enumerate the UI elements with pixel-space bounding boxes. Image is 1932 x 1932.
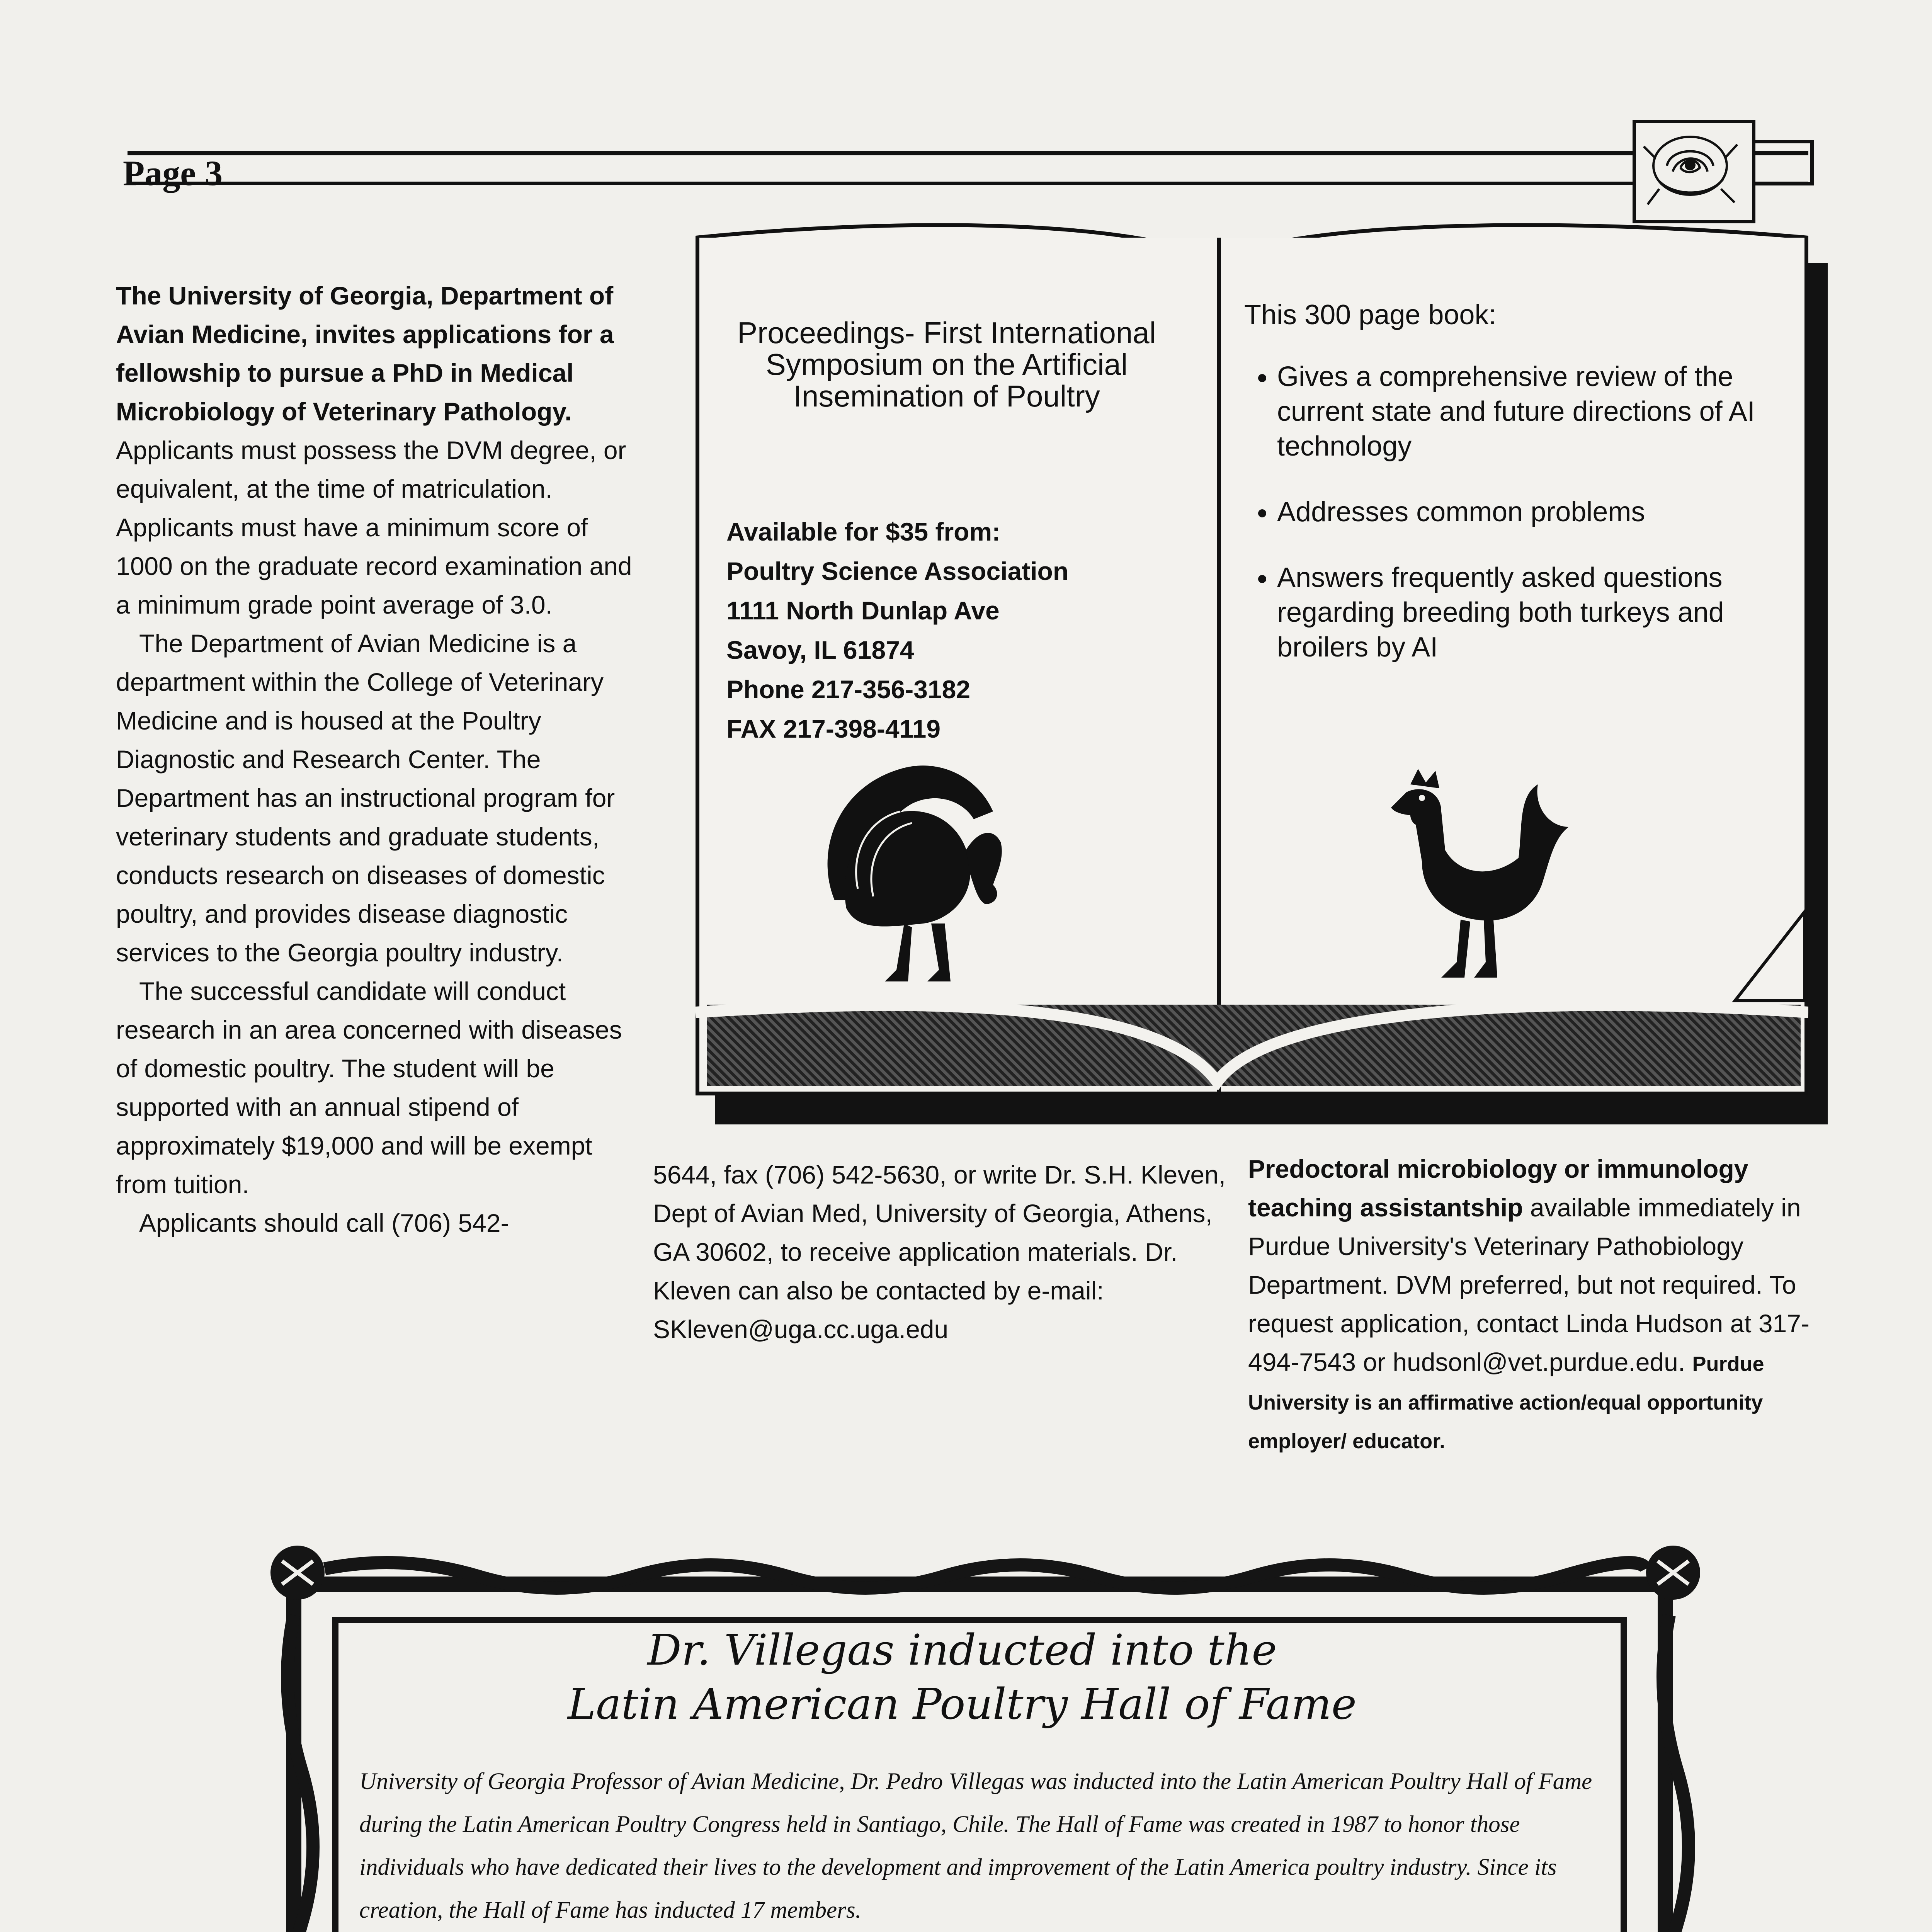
availability-line: Available for $35 from: [726,517,1001,546]
turkey-icon [811,753,1051,993]
article-title-line1: Dr. Villegas inducted into the [647,1625,1277,1675]
book-features-heading: This 300 page book: [1244,299,1497,330]
article-paragraph: University of Georgia Professor of Avian Medicine, Dr. Pedro Villegas was inducted into the Latin American Poultry Hall of Fame during the Latin American Poultry Congress held in Santiago, Chile. The Hall of Fame was created in 1987 to honor those individuals who have dedicated their lives to the development and improvement of the Latin America poultry industry. Since its creation, the Hall of Fame has inducted 17 members. [359,1769,1592,1923]
availability-line: Phone 217-356-3182 [726,675,971,704]
rose-icon [1633,120,1755,223]
availability-line: Savoy, IL 61874 [726,636,914,664]
purdue-assistantship [1248,1150,1816,1459]
fellowship-lead: The University of Georgia, Department of Avian Medicine, invites applications for a fellowship to pursue a PhD in Medical Microbiology of Veterinary Pathology. [116,281,614,426]
book-features [1244,298,1777,696]
phd-fellowship-article [116,276,641,1242]
availability-line: 1111 North Dunlap Ave [726,596,1000,625]
book-availability [726,512,1198,748]
feature-item: • Gives a comprehensive review of the current state and future directions of AI technology [1277,359,1777,464]
department-description: The Department of Avian Medicine is a department within the College of Veterinary Medicine and is housed at the Poultry Diagnostic and Research Center. The Department has an instructional program for veterinary students and graduate students, conducts research on diseases of domestic poultry, and provides disease diagnostic services to the Georgia poultry industry. [116,629,615,967]
page-corner-fold [1731,908,1808,1009]
availability-line: Poultry Science Association [726,557,1069,585]
header-rule-bottom [128,182,1808,185]
header-rule-top [128,151,1808,155]
book-spine [1217,238,1221,1095]
header-tab [1748,140,1814,185]
eeo-statement: Purdue University is an affirmative action/equal opportunity employer/ educator. [1248,1352,1764,1453]
book-top-curves [696,216,1808,270]
feature-item: • Answers frequently asked questions regarding breeding both turkeys and broilers by AI [1277,560,1777,665]
availability-line: FAX 217-398-4119 [726,714,941,743]
page-label: Page 3 [123,153,223,193]
application-contact: 5644, fax (706) 542-5630, or write Dr. S.H. Kleven, Dept of Avian Med, University of Georgia, Athens, GA 30602, to receive application materials. Dr. Kleven can also be contacted by e-mail: SKleven@uga.cc.uga.edu [653,1160,1226,1344]
feature-item: • Addresses common problems [1277,495,1777,529]
book-title: Proceedings- First International Symposium on the Artificial Insemination of Poultry [737,316,1156,413]
rooster-icon [1368,761,1584,1001]
apply-call: Applicants should call (706) 542- [139,1209,509,1237]
assistantship-body: available immediately in Purdue University's Veterinary Pathobiology Department. DVM preferred, but not required. To request application, contact Linda Hudson at 317-494-7543 or hudsonl@vet.purdue.edu. [1248,1193,1810,1376]
assistantship-heading: Predoctoral microbiology or immunology teaching assistantship [1248,1155,1748,1222]
fellowship-requirements: Applicants must possess the DVM degree, or equivalent, at the time of matriculation. Applicants must have a minimum score of 1000 on the graduate record examination and a minimum grade point average of 3.0. [116,436,632,619]
article-title [487,1623,1437,1731]
article-title-line2: Latin American Poultry Hall of Fame [568,1679,1357,1729]
article-body [359,1760,1607,1932]
book-bottom-curves [696,989,1808,1090]
candidate-description: The successful candidate will conduct research in an area concerned with diseases of domestic poultry. The student will be supported with an annual stipend of approximately $19,000 and will be exempt from tuition. [116,977,622,1199]
